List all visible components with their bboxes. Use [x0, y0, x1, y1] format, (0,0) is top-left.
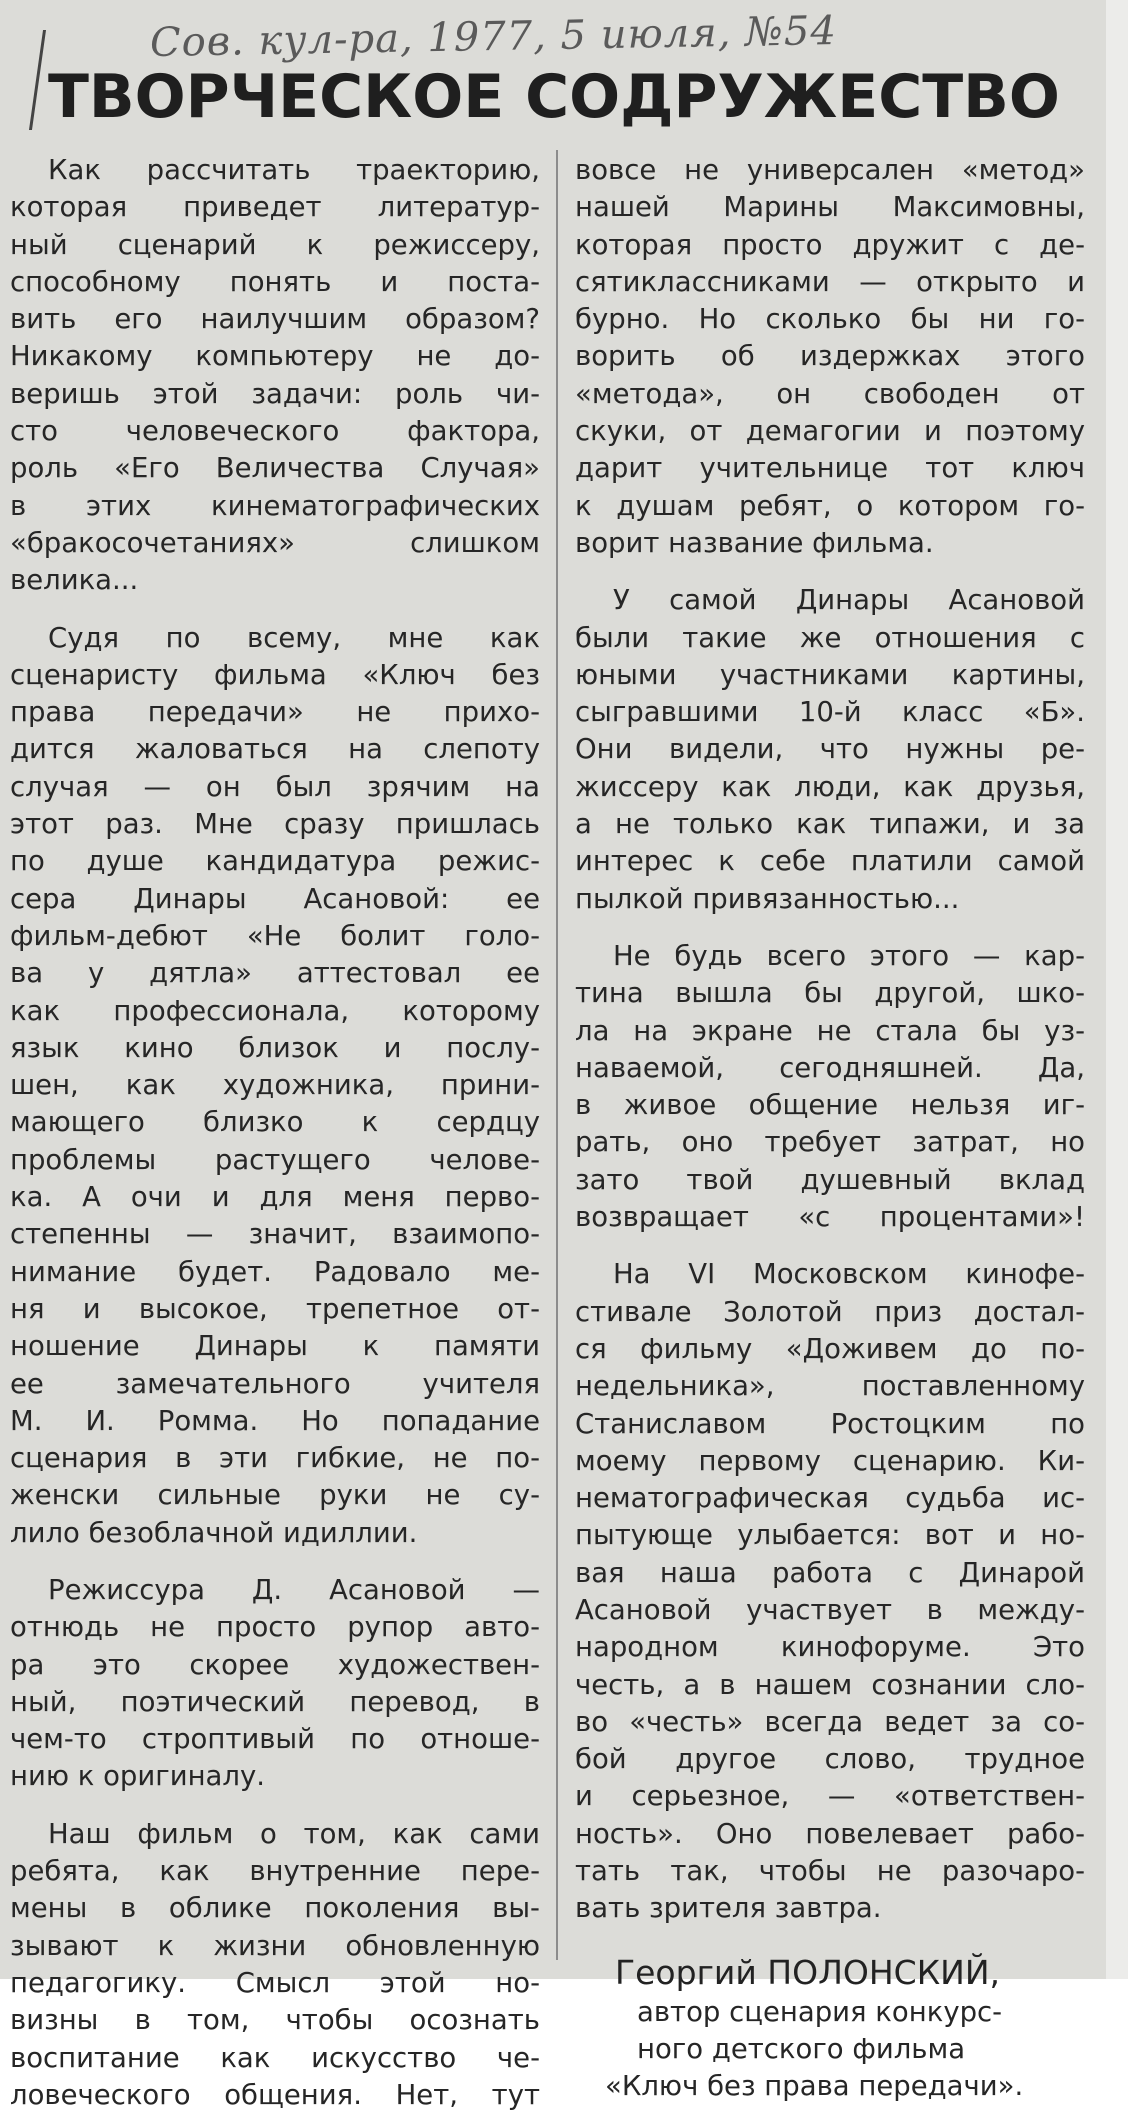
text-line: по душе кандидатура режис-: [10, 845, 540, 878]
text-line: нимание будет. Радовало ме-: [10, 1255, 540, 1288]
text-line: «бракосочетаниях» слишком: [10, 526, 540, 559]
text-line: способному понять и поста-: [10, 265, 540, 298]
paragraph-gap: [575, 562, 1085, 582]
text-line: пытующе улыбается: вот и но-: [575, 1519, 1085, 1552]
text-line: отнюдь не просто рупор авто-: [10, 1611, 540, 1644]
text-line: воспитание как искусство че-: [10, 2041, 540, 2074]
text-line: вать зрителя завтра.: [575, 1892, 882, 1925]
text-line: зато твой душевный вклад: [575, 1163, 1085, 1196]
text-line: права передачи» не прихо-: [10, 696, 540, 729]
text-line: На VI Московском кинофе-: [613, 1258, 1085, 1291]
text-line: сятиклассниками — открыто и: [575, 265, 1085, 298]
text-line: бурно. Но сколько бы ни го-: [575, 303, 1085, 336]
text-line: были такие же отношения с: [575, 621, 1085, 654]
text-line: мены в облике поколения вы-: [10, 1892, 540, 1925]
text-line: ла на экране не стала бы уз-: [575, 1014, 1085, 1047]
paragraph-gap: [10, 1552, 540, 1572]
text-line: «метода», он свободен от: [575, 377, 1085, 410]
text-line: ность». Оно повелевает рабо-: [575, 1817, 1085, 1850]
text-line: лило безоблачной идиллии.: [10, 1516, 418, 1549]
paragraph-gap: [575, 1236, 1085, 1256]
text-line: дарит учительнице тот ключ: [575, 452, 1085, 485]
text-line: ношение Динары к памяти: [10, 1330, 540, 1363]
text-line: и серьезное, — «ответствен-: [575, 1780, 1085, 1813]
text-line: сценария в эти гибкие, не по-: [10, 1442, 540, 1475]
text-line: ра это скорее художествен-: [10, 1648, 540, 1681]
text-line: сценаристу фильма «Ключ без: [10, 658, 540, 691]
text-line: бой другое слово, трудное: [575, 1743, 1085, 1776]
text-line: стивале Золотой приз достал-: [575, 1295, 1085, 1328]
paragraph-gap: [10, 600, 540, 620]
text-line: фильм-дебют «Не болит голо-: [10, 919, 540, 952]
text-line: моему первому сценарию. Ки-: [575, 1444, 1085, 1477]
text-line: вая наша работа с Динарой: [575, 1556, 1085, 1589]
text-line: У самой Динары Асановой: [613, 584, 1085, 617]
text-line: женски сильные руки не су-: [10, 1479, 540, 1512]
text-line: в живое общение нельзя иг-: [575, 1089, 1085, 1122]
text-line: возвращает «с процентами»!: [575, 1201, 1085, 1234]
text-line: рать, оно требует затрат, но: [575, 1126, 1085, 1159]
text-line: недельника», поставленному: [575, 1370, 1085, 1403]
text-line: Никакому компьютеру не до-: [10, 340, 540, 373]
text-line: сера Динары Асановой: ее: [10, 882, 540, 915]
text-line: ва у дятла» аттестовал ее: [10, 957, 540, 990]
text-line: случая — он был зрячим на: [10, 770, 540, 803]
text-line: зывают к жизни обновленную: [10, 1929, 540, 1962]
article-column-right: [575, 152, 1085, 2106]
text-line: сыгравшими 10-й класс «Б».: [575, 696, 1085, 729]
text-line: жиссеру как люди, как друзья,: [575, 770, 1085, 803]
author-role-line: «Ключ без права передачи».: [605, 2070, 1024, 2103]
handwritten-source-note: Сов. кул-ра, 1977, 5 июля, №54: [149, 8, 838, 66]
text-line: Как рассчитать траекторию,: [48, 154, 540, 186]
text-line: а не только как типажи, и за: [575, 808, 1085, 841]
text-line: ся фильму «Доживем до по-: [575, 1332, 1085, 1365]
text-line: велика...: [10, 564, 139, 597]
text-line: тать так, чтобы не разочаро-: [575, 1855, 1085, 1888]
text-line: честь, а в нашем сознании сло-: [575, 1668, 1085, 1701]
text-line: этот раз. Мне сразу пришлась: [10, 808, 540, 841]
text-line: мающего близко к сердцу: [10, 1106, 540, 1139]
paragraph-gap: [10, 1796, 540, 1816]
text-line: ка. А очи и для меня перво-: [10, 1181, 540, 1214]
text-line: народном кинофоруме. Это: [575, 1631, 1085, 1664]
text-line: к душам ребят, о котором го-: [575, 489, 1085, 522]
article-headline: ТВОРЧЕСКОЕ СОДРУЖЕСТВО: [48, 62, 1060, 132]
text-line: интерес к себе платили самой: [575, 845, 1085, 878]
text-line: Наш фильм о том, как сами: [48, 1817, 540, 1850]
text-line: Они видели, что нужны ре-: [575, 733, 1085, 766]
text-line: скуки, от демагогии и поэтому: [575, 415, 1085, 448]
text-line: ребята, как внутренние пере-: [10, 1855, 540, 1888]
paragraph-gap: [575, 918, 1085, 938]
text-line: наваемой, сегодняшней. Да,: [575, 1051, 1085, 1084]
text-line: шен, как художника, прини-: [10, 1069, 540, 1102]
text-line: тина вышла бы другой, шко-: [575, 977, 1085, 1010]
text-line: Станиславом Ростоцким по: [575, 1407, 1085, 1440]
text-line: Не будь всего этого — кар-: [613, 939, 1085, 972]
text-line: язык кино близок и послу-: [10, 1031, 540, 1064]
text-line: чем-то строптивый по отноше-: [10, 1723, 540, 1756]
text-line: в этих кинематографических: [10, 489, 540, 522]
text-line: педагогику. Смысл этой но-: [10, 1966, 540, 1999]
text-line: нематографическая судьба ис-: [575, 1482, 1085, 1515]
author-name: Георгий ПОЛОНСКИЙ,: [615, 1952, 1001, 1992]
text-line: ворит название фильма.: [575, 526, 934, 559]
text-line: ее замечательного учителя: [10, 1367, 540, 1400]
text-line: сто человеческого фактора,: [10, 415, 540, 448]
text-line: вовсе не универсален «метод»: [575, 154, 1085, 186]
text-line: вить его наилучшим образом?: [10, 303, 540, 336]
text-line: как профессионала, которому: [10, 994, 540, 1027]
text-line: которая просто дружит с де-: [575, 228, 1085, 261]
text-line: Судя по всему, мне как: [48, 621, 540, 654]
page-margin: [1106, 0, 1128, 1979]
author-role-line: ного детского фильма: [637, 2032, 966, 2065]
text-line: М. И. Ромма. Но попадание: [10, 1404, 540, 1437]
text-line: пылкой привязанностью...: [575, 882, 960, 915]
article-column-left: [10, 152, 540, 2114]
text-line: ловеческого общения. Нет, тут: [10, 2078, 540, 2111]
text-line: степенны — значит, взаимопо-: [10, 1218, 540, 1251]
text-line: ворить об издержках этого: [575, 340, 1085, 373]
author-role-line: автор сценария конкурс-: [637, 1995, 1003, 2028]
author-signature: [575, 1952, 1085, 2106]
text-line: нию к оригиналу.: [10, 1760, 265, 1793]
text-line: визны в том, чтобы осознать: [10, 2004, 540, 2037]
text-line: дится жаловаться на слепоту: [10, 733, 540, 766]
text-line: веришь этой задачи: роль чи-: [10, 377, 540, 410]
text-line: ня и высокое, трепетное от-: [10, 1292, 540, 1325]
text-line: Асановой участвует в между-: [575, 1593, 1085, 1626]
text-line: во «честь» всегда ведет за со-: [575, 1705, 1085, 1738]
text-line: нашей Марины Максимовны,: [575, 191, 1085, 224]
column-divider: [556, 150, 558, 1960]
text-line: роль «Его Величества Случая»: [10, 452, 540, 485]
text-line: юными участниками картины,: [575, 658, 1085, 691]
article-column-right-body: [575, 152, 1085, 1928]
text-line: ный сценарий к режиссеру,: [10, 228, 540, 261]
text-line: ный, поэтический перевод, в: [10, 1685, 540, 1718]
text-line: Режиссура Д. Асановой —: [48, 1573, 540, 1606]
text-line: проблемы растущего челове-: [10, 1143, 540, 1176]
text-line: которая приведет литератур-: [10, 191, 540, 224]
